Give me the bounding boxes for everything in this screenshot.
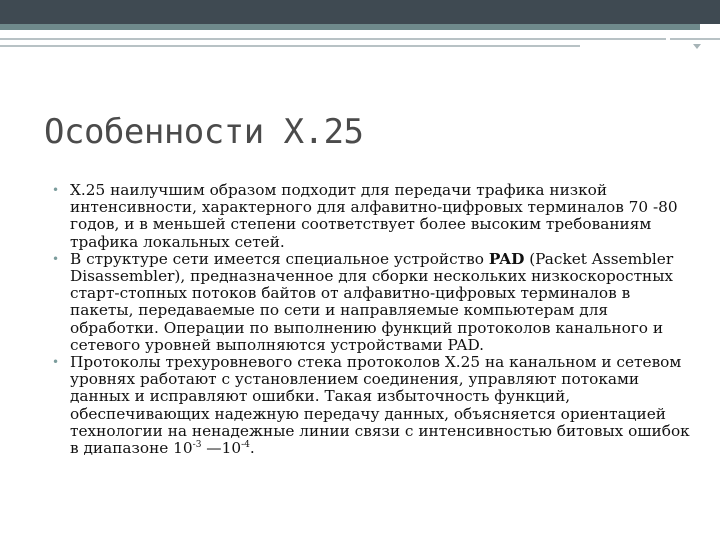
bullet-text: X.25 наилучшим образом подходит для передачи трафика низкой интенсивности, характерного для алфавитно-цифровых терминалов 70 -80 годов, и в меньшей степени соответствует более высоким требованиям трафика локальных сетей. [70,181,678,251]
top-accent-stripe [0,24,700,30]
bullet-icon: • [52,183,60,197]
bullet-text-part: . [249,439,255,458]
top-decor-band [0,0,720,24]
bullet-item [52,182,692,251]
decor-rule [0,38,666,40]
bullet-text-part: (Packet Assembler Disassembler), предназначенное для сборки нескольких низкоскоростных старт-стопных потоков байтов от алфавитно-цифровых терминалов в пакеты, передаваемые по сети и направляемые компьютерам для обработки. Операции по выполнению функций протоколов канального и сетевого уровней выполняются устройствами PAD. [70,249,674,354]
bullet-text-part: —10 [201,439,242,458]
decor-rule [0,45,580,47]
slide-title: Особенности X.25 [44,112,364,152]
bullet-icon: • [52,251,60,266]
bullet-list [52,182,692,457]
decor-rule [670,38,720,40]
exponent: -3 [192,440,202,451]
bullet-text-part: В структуре сети имеется специальное устройство [70,249,489,268]
exponent: -4 [241,440,250,451]
bullet-icon: • [52,355,60,370]
pad-term: PAD [488,249,525,268]
bullet-item [52,354,692,457]
bullet-text-part: Протоколы трехуровневого стека протоколов X.25 на канальном и сетевом уровнях работают с установлением соединения, управляют потоками данных и исправляют ошибки. Такая избыточность функций, обеспечивающих надежную передачу данных, объясняется ориентацией технологии на ненадежные линии связи с интенсивностью битовых ошибок в диапазоне 10 [70,353,690,458]
triangle-marker-icon [693,44,701,49]
bullet-item [52,251,692,354]
top-accent-gap [700,24,720,30]
